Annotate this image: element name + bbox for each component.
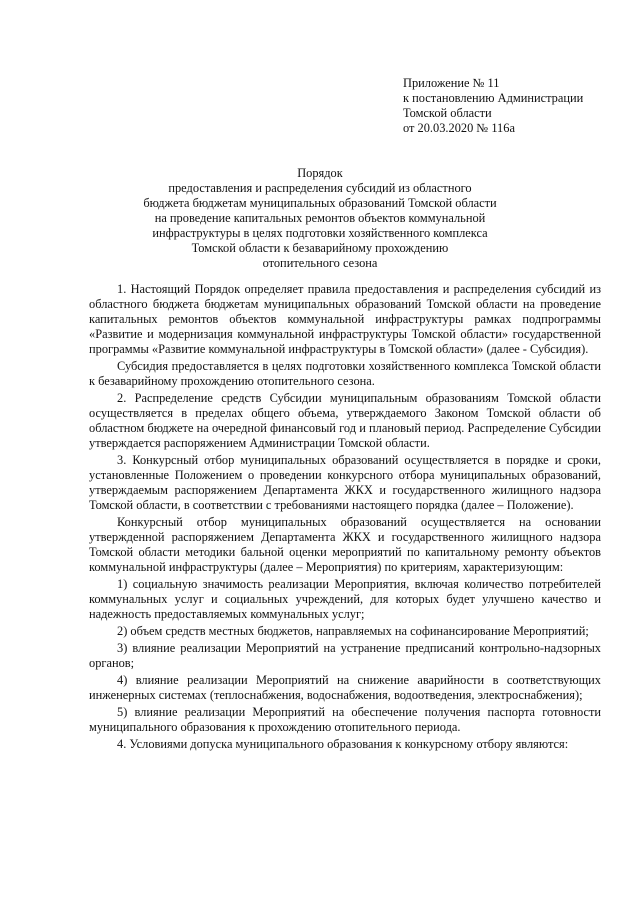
title-line: отопительного сезона bbox=[262, 256, 378, 270]
appendix-header bbox=[403, 76, 623, 136]
appendix-resolution: к постановлению Администрации bbox=[403, 91, 584, 105]
title-line: на проведение капитальных ремонтов объектов коммунальной bbox=[154, 211, 486, 225]
paragraph-selection-criteria: Конкурсный отбор муниципальных образований осуществляется на основании утвержденной распоряжением Департамента ЖКХ и государственного жилищного надзора Томской области методики бальной оценки мероприятий по капитальному ремонту объектов коммунальной инфраструктуры (далее – Мероприятия) по критериям, характеризующим: bbox=[89, 515, 601, 574]
title-line: Порядок bbox=[297, 166, 343, 180]
criterion-3: 3) влияние реализации Мероприятий на устранение предписаний контрольно-надзорных органов; bbox=[89, 641, 601, 670]
appendix-date: от 20.03.2020 № 116а bbox=[403, 121, 515, 135]
paragraph-subsidy-purpose: Субсидия предоставляется в целях подготовки хозяйственного комплекса Томской области к безаварийному прохождению отопительного сезона. bbox=[89, 359, 601, 388]
criterion-5: 5) влияние реализации Мероприятий на обеспечение получения паспорта готовности муниципального образования к прохождению отопительного периода. bbox=[89, 705, 601, 734]
criterion-2: 2) объем средств местных бюджетов, направляемых на софинансирование Мероприятий; bbox=[117, 624, 589, 638]
title-line: Томской области к безаварийному прохождению bbox=[191, 241, 449, 255]
document-body bbox=[89, 282, 601, 752]
title-line: инфраструктуры в целях подготовки хозяйственного комплекса bbox=[152, 226, 488, 240]
document-title bbox=[90, 166, 550, 271]
appendix-region: Томской области bbox=[403, 106, 492, 120]
appendix-number: Приложение № 11 bbox=[403, 76, 500, 90]
title-line: предоставления и распределения субсидий из областного bbox=[168, 181, 472, 195]
title-line: бюджета бюджетам муниципальных образований Томской области bbox=[143, 196, 497, 210]
paragraph-2: 2. Распределение средств Субсидии муниципальным образованиям Томской области осуществляется в пределах общего объема, утверждаемого Законом Томской области об областном бюджете на очередной финансовый год и плановый период. Распределение Субсидии утверждается распоряжением Администрации Томской области. bbox=[89, 391, 601, 450]
criterion-1: 1) социальную значимость реализации Мероприятия, включая количество потребителей коммунальных услуг и социальных учреждений, для которых будет улучшено качество и надежность предоставляемых коммунальных услуг; bbox=[89, 577, 601, 621]
paragraph-4: 4. Условиями допуска муниципального образования к конкурсному отбору являются: bbox=[117, 737, 569, 751]
paragraph-1: 1. Настоящий Порядок определяет правила предоставления и распределения субсидий из областного бюджета бюджетам муниципальных образований Томской области на проведение капитальных ремонтов объектов коммунальной инфраструктуры рамках подпрограммы «Развитие и модернизация коммунальной инфраструктуры Томской области» государственной программы «Развитие коммунальной инфраструктуры в Томской области» (далее - Субсидия). bbox=[89, 282, 601, 356]
criterion-4: 4) влияние реализации Мероприятий на снижение аварийности в соответствующих инженерных системах (теплоснабжения, водоснабжения, водоотведения, электроснабжения); bbox=[89, 673, 601, 702]
paragraph-3: 3. Конкурсный отбор муниципальных образований осуществляется в порядке и сроки, установленные Положением о проведении конкурсного отбора муниципальных образований, утверждаемым распоряжением Департамента ЖКХ и государственного жилищного надзора Томской области, в соответствии с требованиями настоящего порядка (далее – Положение). bbox=[89, 453, 601, 512]
